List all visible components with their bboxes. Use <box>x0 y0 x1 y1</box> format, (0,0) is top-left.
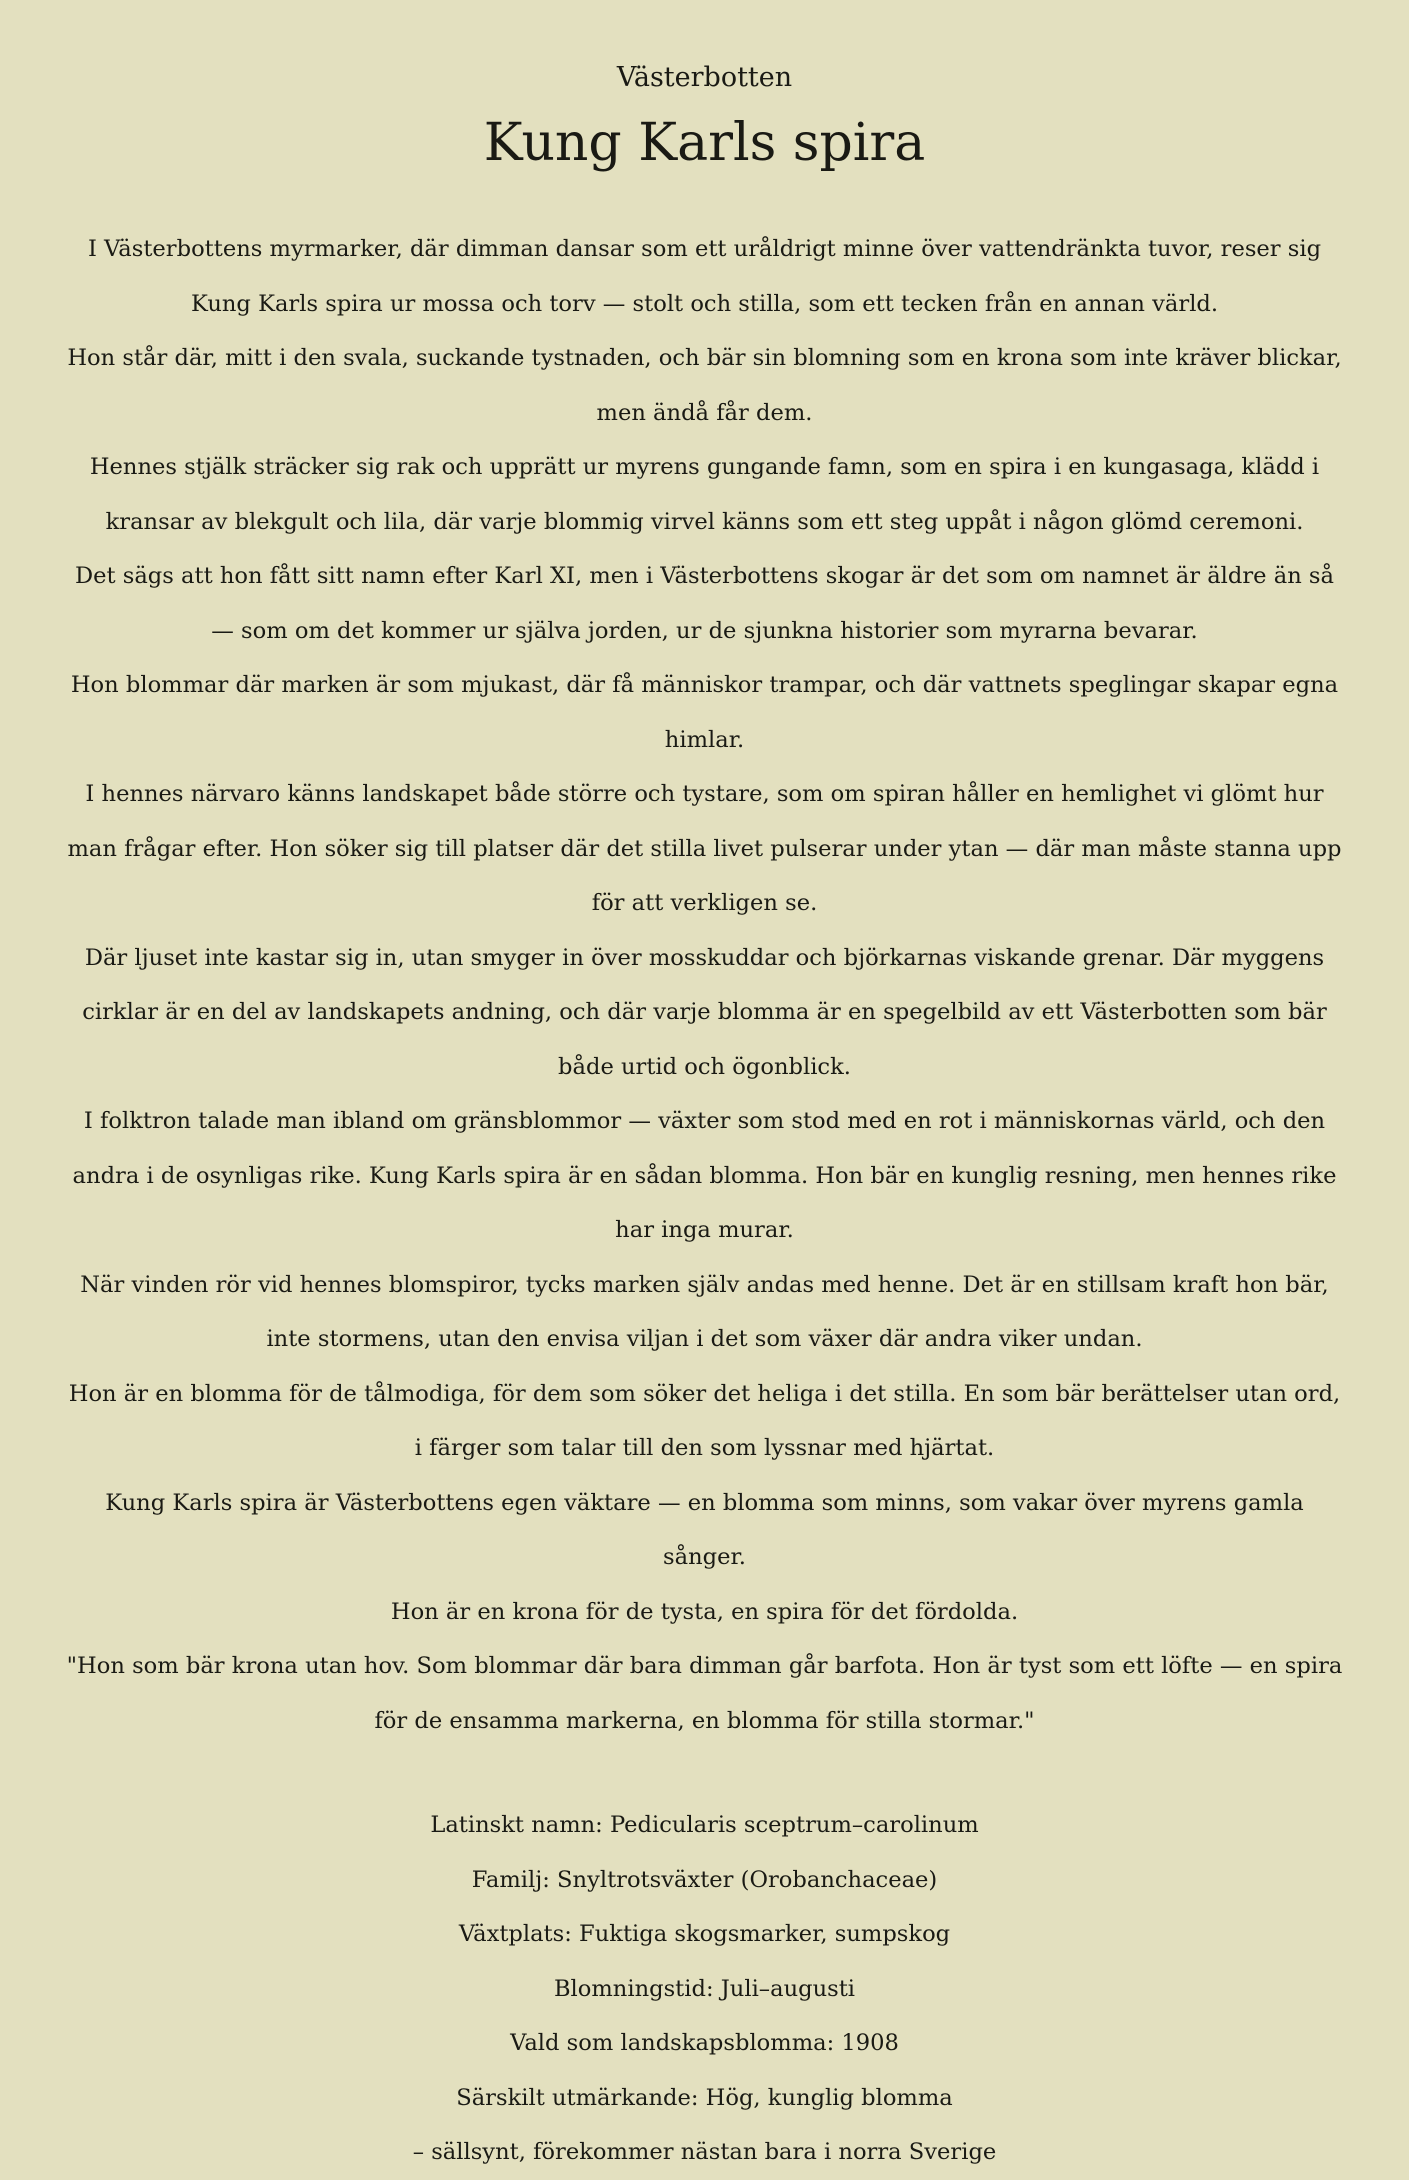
fact-habitat: Växtplats: Fuktiga skogsmarker, sumpskog <box>458 1921 951 1947</box>
paragraph: Hon blommar där marken är som mjukast, där få människor trampar, och där vattnets speglingar skapar egna himlar. <box>70 672 1339 753</box>
fact-chosen-year: Vald som landskapsblomma: 1908 <box>510 2030 899 2056</box>
article-body <box>64 222 1345 1748</box>
paragraph: Det sägs att hon fått sitt namn efter Karl XI, men i Västerbottens skogar är det som om namnet är äldre än så — som om det kommer ur själva jorden, ur de sjunkna historier som myrarna bevarar. <box>74 563 1334 644</box>
paragraph: I folktron talade man ibland om gränsblommor — växter som stod med en rot i människornas värld, och den andra i de osynligas rike. Kung Karls spira är en sådan blomma. Hon bär en kunglig resning, men hennes rike har inga murar. <box>72 1108 1337 1243</box>
paragraph: Kung Karls spira är Västerbottens egen väktare — en blomma som minns, som vakar över myrens gamla sånger. <box>105 1489 1304 1570</box>
fact-latin-name: Latinskt namn: Pedicularis sceptrum–carolinum <box>430 1812 979 1838</box>
paragraph: Hon står där, mitt i den svala, suckande tystnaden, och bär sin blomning som en krona som inte kräver blickar, men ändå får dem. <box>67 345 1342 426</box>
quote-paragraph: "Hon som bär krona utan hov. Som blommar där bara dimman går barfota. Hon är tyst som ett löfte — en spira för de ensamma markerna, en blomma för stilla stormar." <box>66 1653 1343 1734</box>
region-heading: Västerbotten <box>616 62 793 93</box>
paragraph: När vinden rör vid hennes blomspiror, tycks marken själv andas med henne. Det är en stillsam kraft hon bär, inte stormens, utan den envisa viljan i det som växer där andra viker undan. <box>80 1271 1329 1352</box>
fact-notable-continued: – sällsynt, förekommer nästan bara i norra Sverige <box>412 2139 997 2165</box>
fact-family: Familj: Snyltrotsväxter (Orobanchaceae) <box>471 1866 938 1893</box>
facts-list <box>64 1798 1345 2180</box>
fact-notable: Särskilt utmärkande: Hög, kunglig blomma <box>456 2084 953 2111</box>
fact-flowering: Blomningstid: Juli–augusti <box>553 1975 856 2002</box>
paragraph: I hennes närvaro känns landskapet både större och tystare, som om spiran håller en hemlighet vi glömt hur man frågar efter. Hon söker sig till platser där det stilla livet pulserar under ytan — där man måste stanna upp för att verkligen se. <box>67 781 1342 916</box>
paragraph: Hennes stjälk sträcker sig rak och upprätt ur myrens gungande famn, som en spira i en kungasaga, klädd i kransar av blekgult och lila, där varje blommig virvel känns som ett steg uppåt i någon glömd ceremoni. <box>89 454 1320 535</box>
page-title: Kung Karls spira <box>483 113 926 173</box>
paragraph: Hon är en blomma för de tålmodiga, för dem som söker det heliga i det stilla. En som bär berättelser utan ord, i färger som talar till den som lyssnar med hjärtat. <box>68 1380 1341 1461</box>
paragraph: I Västerbottens myrmarker, där dimman dansar som ett uråldrigt minne över vattendränkta tuvor, reser sig Kung Karls spira ur mossa och torv — stolt och stilla, som ett tecken från en annan värld. <box>87 236 1322 317</box>
paragraph: Där ljuset inte kastar sig in, utan smyger in över mosskuddar och björkarnas viskande grenar. Där myggens cirklar är en del av landskapets andning, och där varje blomma är en spegelbild av ett Västerbotten som bär både urtid och ögonblick. <box>82 944 1327 1080</box>
paragraph: Hon är en krona för de tysta, en spira för det fördolda. <box>390 1598 1019 1625</box>
